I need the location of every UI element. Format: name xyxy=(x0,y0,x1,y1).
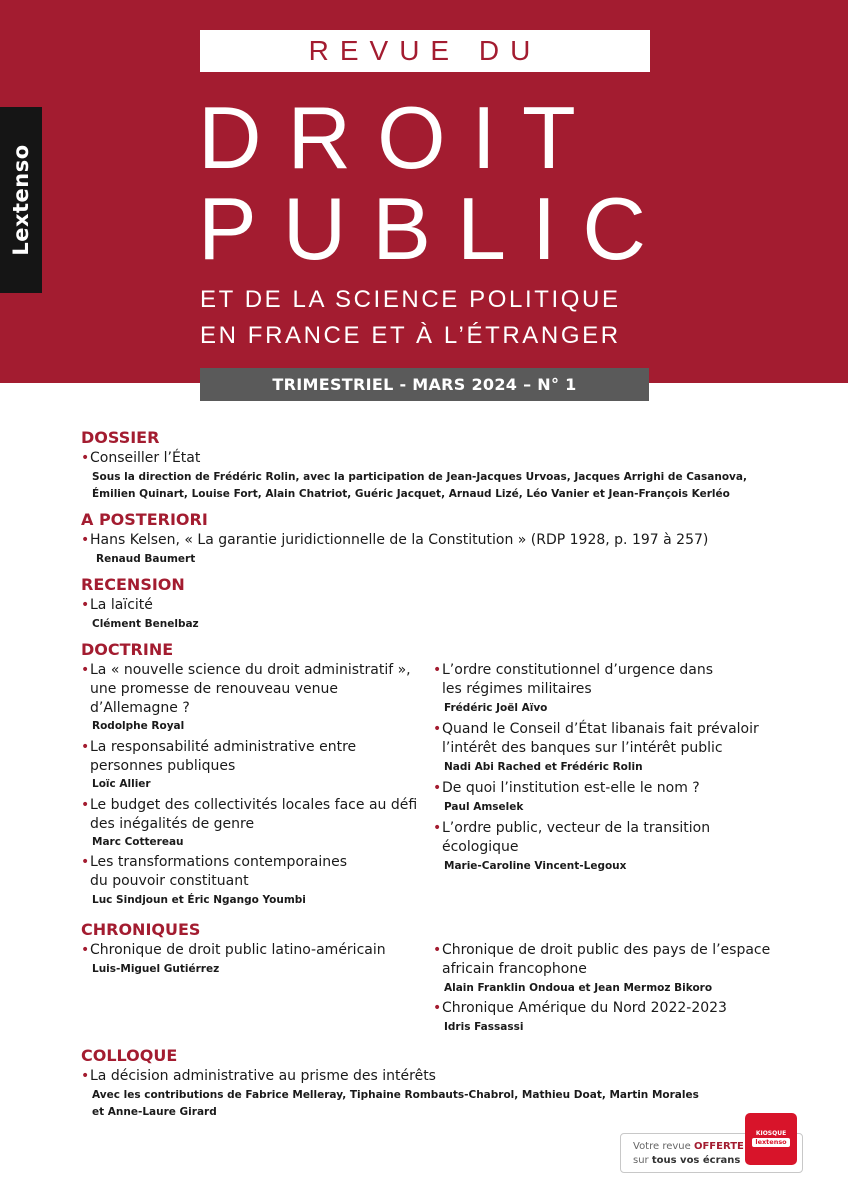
toc-item-line: L’ordre public, vecteur de la transition xyxy=(442,820,711,836)
toc-item-title: Hans Kelsen, « La garantie juridictionnelle de la Constitution » (RDP 1928, p. 197 à 257) xyxy=(90,532,709,548)
toc-author: Clément Benelbaz xyxy=(92,618,199,630)
kiosque-text-highlight: OFFERTE xyxy=(693,1141,744,1152)
toc-item-chronique[interactable] xyxy=(433,941,802,979)
kiosque-text-part: sur xyxy=(633,1155,652,1166)
toc-item-line: personnes publiques xyxy=(90,758,236,774)
toc-item-line: Les transformations contemporaines xyxy=(90,854,348,870)
toc-author: Nadi Abi Rached et Frédéric Rolin xyxy=(444,761,643,773)
toc-item-line: écologique xyxy=(442,839,519,855)
section-colloque-title: COLLOQUE xyxy=(81,1046,178,1065)
toc-item-doctrine[interactable] xyxy=(81,796,430,834)
toc-item-line: L’ordre constitutionnel d’urgence dans xyxy=(442,662,714,678)
bullet-icon: • xyxy=(81,739,90,755)
toc-item-line: Quand le Conseil d’État libanais fait prévaloir xyxy=(442,721,759,737)
toc-item-line: d’Allemagne ? xyxy=(90,700,190,716)
toc-author: Loïc Allier xyxy=(92,778,151,790)
toc-item-line: La responsabilité administrative entre xyxy=(90,739,357,755)
toc-item-line: Le budget des collectivités locales face au défi xyxy=(90,797,418,813)
toc-item-doctrine[interactable] xyxy=(433,779,782,798)
toc-author: Idris Fassassi xyxy=(444,1021,524,1033)
bullet-icon: • xyxy=(433,662,442,678)
toc-authors: Émilien Quinart, Louise Fort, Alain Chatriot, Guéric Jacquet, Arnaud Lizé, Léo Vanier et Jean-François Kerléo xyxy=(92,488,730,500)
bullet-icon: • xyxy=(81,597,90,613)
subtitle-line2: EN FRANCE ET À L’ÉTRANGER xyxy=(200,322,621,349)
subtitle-line1: ET DE LA SCIENCE POLITIQUE xyxy=(200,286,621,313)
bullet-icon: • xyxy=(433,1000,442,1016)
section-recension-title: RECENSION xyxy=(81,575,185,594)
bullet-icon: • xyxy=(81,797,90,813)
toc-item-doctrine[interactable] xyxy=(433,661,782,699)
title-droit: DROIT xyxy=(198,88,602,187)
toc-item-dossier[interactable] xyxy=(81,449,201,468)
toc-item-line: des inégalités de genre xyxy=(90,816,255,832)
toc-item-colloque[interactable] xyxy=(81,1067,436,1086)
toc-item-recension[interactable] xyxy=(81,596,153,615)
toc-item-title: La décision administrative au prisme des intérêts xyxy=(90,1068,436,1084)
toc-item-line: une promesse de renouveau venue xyxy=(90,681,338,697)
bullet-icon: • xyxy=(81,854,90,870)
toc-item-line: La « nouvelle science du droit administratif », xyxy=(90,662,411,678)
publisher-tab xyxy=(0,107,42,293)
bullet-icon: • xyxy=(433,820,442,836)
bullet-icon: • xyxy=(433,780,442,796)
title-public: PUBLIC xyxy=(198,179,672,278)
toc-author: Luc Sindjoun et Éric Ngango Youmbi xyxy=(92,894,306,906)
toc-item-doctrine[interactable] xyxy=(81,853,420,891)
toc-author: Rodolphe Royal xyxy=(92,720,185,732)
bullet-icon: • xyxy=(81,1068,90,1084)
toc-item-line: Chronique de droit public des pays de l’espace xyxy=(442,942,771,958)
bullet-icon: • xyxy=(81,662,90,678)
kiosque-logo-bottom: lextenso xyxy=(752,1138,790,1147)
toc-author: Marie-Caroline Vincent-Legoux xyxy=(444,860,627,872)
toc-item-line: africain francophone xyxy=(442,961,587,977)
toc-item-doctrine[interactable] xyxy=(433,720,802,758)
kiosque-logo[interactable] xyxy=(745,1113,797,1165)
toc-item-doctrine[interactable] xyxy=(433,819,782,857)
issue-bar: TRIMESTRIEL - MARS 2024 – N° 1 xyxy=(200,368,649,401)
toc-item-line: du pouvoir constituant xyxy=(90,873,249,889)
toc-authors: Avec les contributions de Fabrice Melleray, Tiphaine Rombauts-Chabrol, Mathieu Doat, Martin Morales xyxy=(92,1089,699,1101)
toc-item-title: La laïcité xyxy=(90,597,153,613)
bullet-icon: • xyxy=(81,450,90,466)
toc-item-title: Conseiller l’État xyxy=(90,450,201,466)
toc-item-line: les régimes militaires xyxy=(442,681,592,697)
toc-item-doctrine[interactable] xyxy=(81,738,420,776)
publisher-logo: Lextenso xyxy=(9,144,33,256)
bullet-icon: • xyxy=(433,721,442,737)
section-doctrine-title: DOCTRINE xyxy=(81,640,174,659)
toc-authors: et Anne-Laure Girard xyxy=(92,1106,217,1118)
section-chroniques-title: CHRONIQUES xyxy=(81,920,201,939)
toc-item-line: Chronique Amérique du Nord 2022-2023 xyxy=(442,1000,727,1016)
kiosque-text-part: Votre revue xyxy=(633,1141,694,1152)
toc-author: Paul Amselek xyxy=(444,801,524,813)
bullet-icon: • xyxy=(433,942,442,958)
toc-authors: Sous la direction de Frédéric Rolin, avec la participation de Jean-Jacques Urvoas, Jacques Arrighi de Casanova, xyxy=(92,471,747,483)
section-a-posteriori-title: A POSTERIORI xyxy=(81,510,208,529)
toc-item-chronique[interactable] xyxy=(433,999,782,1018)
bullet-icon: • xyxy=(81,532,90,548)
toc-author: Marc Cottereau xyxy=(92,836,184,848)
kiosque-logo-top: KIOSQUE xyxy=(755,1130,787,1137)
revue-label: REVUE DU xyxy=(200,30,650,72)
toc-item-line: l’intérêt des banques sur l’intérêt public xyxy=(442,740,723,756)
toc-item-doctrine[interactable] xyxy=(81,661,420,718)
toc-author: Frédéric Joël Aïvo xyxy=(444,702,548,714)
kiosque-offer-text xyxy=(633,1140,744,1168)
toc-author: Luis-Miguel Gutiérrez xyxy=(92,963,220,975)
bullet-icon: • xyxy=(81,942,90,958)
section-dossier-title: DOSSIER xyxy=(81,428,160,447)
kiosque-text-strong: tous vos écrans xyxy=(651,1155,741,1166)
toc-item-chronique[interactable] xyxy=(81,941,420,960)
toc-item-line: De quoi l’institution est-elle le nom ? xyxy=(442,780,700,796)
toc-item-a-posteriori[interactable] xyxy=(81,531,709,550)
toc-author: Alain Franklin Ondoua et Jean Mermoz Bikoro xyxy=(444,982,713,994)
toc-item-line: Chronique de droit public latino-américain xyxy=(90,942,386,958)
toc-author: Renaud Baumert xyxy=(96,553,196,565)
